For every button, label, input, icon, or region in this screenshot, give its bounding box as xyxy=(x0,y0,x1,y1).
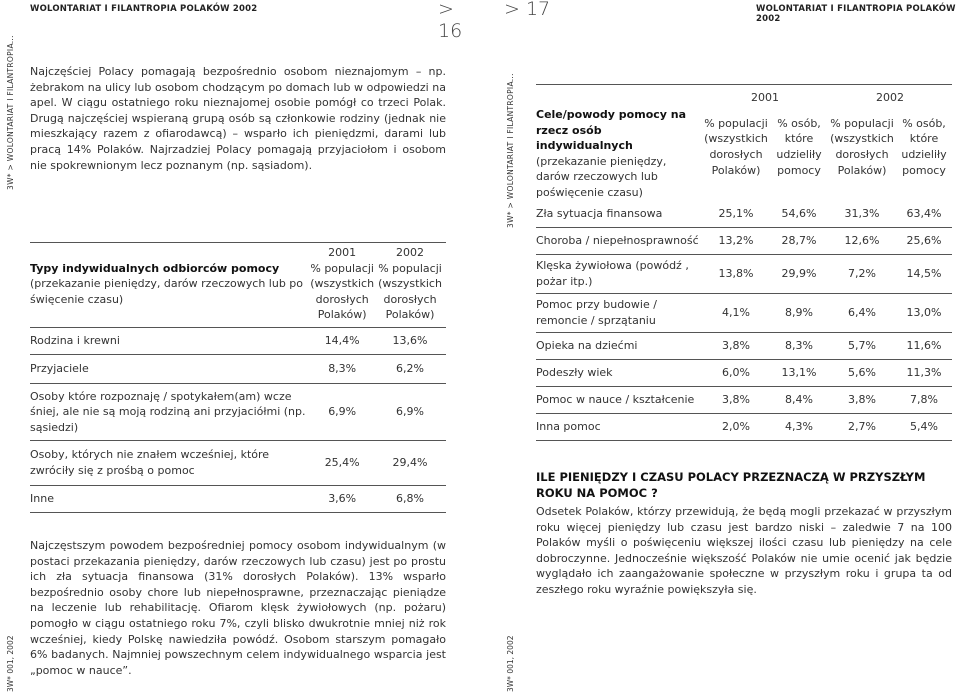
column-header-2002: 2002 % populacji (wszystkich dorosłych Polaków) xyxy=(374,243,446,328)
table-row xyxy=(536,201,952,228)
value-2002-population: 3,8% xyxy=(828,386,896,413)
footer-label: 3W* 001, 2002 xyxy=(6,635,15,692)
value-2001: 6,9% xyxy=(310,383,374,440)
section-heading: ILE PIENIĘDZY I CZASU POLACY PRZEZNACZĄ W PRZYSZŁYM ROKU NA POMOC ? xyxy=(536,470,926,500)
row-label: Zła sytuacja finansowa xyxy=(536,206,663,220)
side-label: 3W* > WOLONTARIAT I FILANTROPIA... xyxy=(506,73,515,228)
value-2001-population: 13,8% xyxy=(702,254,770,293)
value-2002-givers: 11,6% xyxy=(896,332,952,359)
table-row xyxy=(30,440,446,485)
value-2002-givers: 25,6% xyxy=(896,227,952,254)
value-2001-population: 25,1% xyxy=(718,206,754,220)
table-row xyxy=(536,413,952,440)
value-2002-population: 2,7% xyxy=(828,413,896,440)
value-2002-givers: 13,0% xyxy=(896,293,952,332)
table-row xyxy=(30,354,446,383)
row-label: Klęska żywiołowa (powódź , pożar itp.) xyxy=(536,254,702,293)
value-2001: 3,6% xyxy=(310,485,374,512)
value-2002-givers: 63,4% xyxy=(906,206,942,220)
table-row xyxy=(536,359,952,386)
value-2002: 6,8% xyxy=(374,485,446,512)
value-2002-population: 5,7% xyxy=(828,332,896,359)
value-2001-givers: 4,3% xyxy=(770,413,828,440)
table-title: Typy indywidualnych odbiorców pomocy xyxy=(30,261,280,275)
table-header-cell xyxy=(536,85,702,201)
value-2002-givers: 11,3% xyxy=(896,359,952,386)
column-header-population-2001: % populacji (wszystkich dorosłych Polaków) xyxy=(704,116,768,177)
value-2001-givers: 8,9% xyxy=(770,293,828,332)
row-label: Przyjaciele xyxy=(30,354,310,383)
column-header-2001: 2001 % populacji (wszystkich dorosłych Polaków) xyxy=(310,243,374,328)
running-header: WOLONTARIAT I FILANTROPIA POLAKÓW 2002 xyxy=(756,4,956,24)
year-header-2001: 2001 xyxy=(702,85,828,110)
page-number: > 17 xyxy=(504,0,551,20)
table-row xyxy=(536,386,952,413)
row-label: Pomoc w nauce / kształcenie xyxy=(536,386,702,413)
row-label: Podeszły wiek xyxy=(536,359,702,386)
outro-paragraph: Najczęstszym powodem bezpośredniej pomocy osobom indywidualnym (w postaci przekazania pieniędzy, darów rzeczowych lub czasu) jest po prostu ich zła sytuacja finansowa (31% dorosłych Polaków). 13% wsparło bezpośrednio osoby chore lub niepełnosprawne, przeznaczając pieniądze na leczenie lub rehabilitację. Ofiarom klęsk żywiołowych (np. pożaru) pomogło w ciągu ostatniego roku 7%, czyli blisko dwukrotnie mniej niż rok wcześniej, kiedy Polskę nawiedziła powódź. Osobom starszym pomagało 6% badanych. Najmniej powszechnym celem indywidualnego wsparcia jest „pomoc w nauce”. xyxy=(30,539,446,677)
value-2001-population: 3,8% xyxy=(702,386,770,413)
value-2001-population: 2,0% xyxy=(702,413,770,440)
table-subtitle: (przekazanie pieniędzy, darów rzeczowych lub poświęcenie czasu) xyxy=(536,154,667,199)
table-row xyxy=(536,227,952,254)
value-2001-population: 6,0% xyxy=(702,359,770,386)
row-label: Opieka na dziećmi xyxy=(536,332,702,359)
value-2002-population: 12,6% xyxy=(828,227,896,254)
running-header: WOLONTARIAT I FILANTROPIA POLAKÓW 2002 xyxy=(30,4,258,14)
row-label: Osoby, których nie znałem wcześniej, które zwróciły się z prośbą o pomoc xyxy=(30,440,310,485)
column-header-givers-2002: % osób, które udzieliły pomocy xyxy=(901,116,947,177)
value-2002: 6,2% xyxy=(374,354,446,383)
section-paragraph: Odsetek Polaków, którzy przewidują, że będą mogli przekazać w przyszłym roku więcej pieniędzy lub czasu jest bardzo niski – zaledwie 7 na 100 Polaków myśli o poświęceniu większej ilości czasu lub pieniędzy na cele dobroczynne. Jednocześnie większość Polaków nie umie ocenić jak będzie wyglądało ich zaangażowanie społeczne w przyszłym roku i grupa ta od zeszłego roku wyraźnie powiększyła się. xyxy=(536,505,952,596)
table-row xyxy=(30,383,446,440)
value-2001-population: 4,1% xyxy=(702,293,770,332)
value-2002-population: 31,3% xyxy=(844,206,880,220)
value-2001-givers: 54,6% xyxy=(781,206,817,220)
column-header-givers-2001: % osób, które udzieliły pomocy xyxy=(776,116,822,177)
value-2002-givers: 5,4% xyxy=(896,413,952,440)
value-2001: 14,4% xyxy=(310,327,374,354)
value-2001-population: 13,2% xyxy=(702,227,770,254)
recipients-table xyxy=(30,242,446,513)
value-2002-population: 6,4% xyxy=(828,293,896,332)
value-2001-givers: 29,9% xyxy=(770,254,828,293)
row-label: Rodzina i krewni xyxy=(30,327,310,354)
value-2002-population: 5,6% xyxy=(828,359,896,386)
value-2001: 25,4% xyxy=(310,440,374,485)
value-2002-givers: 7,8% xyxy=(896,386,952,413)
table-header-cell xyxy=(30,243,310,328)
table-row xyxy=(536,254,952,293)
table-row xyxy=(536,332,952,359)
value-2001: 8,3% xyxy=(310,354,374,383)
row-label: Inne xyxy=(30,485,310,512)
year-header-2002: 2002 xyxy=(828,85,952,110)
table-row xyxy=(536,293,952,332)
footer-label: 3W* 001, 2002 xyxy=(506,635,515,692)
value-2001-givers: 13,1% xyxy=(770,359,828,386)
value-2002: 6,9% xyxy=(374,383,446,440)
value-2001-population: 3,8% xyxy=(702,332,770,359)
table-row xyxy=(30,485,446,512)
reasons-table xyxy=(536,84,952,441)
value-2002: 29,4% xyxy=(374,440,446,485)
table-subtitle: (przekazanie pieniędzy, darów rzeczowych lub po święcenie czasu) xyxy=(30,277,304,306)
row-label: Osoby które rozpoznaję / spotykałem(am) wcze śniej, ale nie są moją rodziną ani przyjaciółmi (np. sąsiedzi) xyxy=(30,383,310,440)
row-label: Inna pomoc xyxy=(536,413,702,440)
value-2001-givers: 28,7% xyxy=(770,227,828,254)
right-page xyxy=(480,0,960,696)
row-label: Pomoc przy budowie / remoncie / sprzątaniu xyxy=(536,293,702,332)
value-2001-givers: 8,3% xyxy=(770,332,828,359)
side-label: 3W* > WOLONTARIAT I FILANTROPIA... xyxy=(6,35,15,190)
intro-paragraph: Najczęściej Polacy pomagają bezpośrednio osobom nieznajomym – np. żebrakom na ulicy lub osobom chodzącym po domach lub w odpowiedzi na apel. W ciągu ostatniego roku nieznajomej osobie pomógł co trzeci Polak. Drugą najczęściej wspieraną grupą osób są członkowie rodziny (jednak nie mieszkający razem z ofiarodawcą) – wsparło ich pieniędzmi, darami lub pracą 14% Polaków. Najrzadziej Polacy pomagają przyjaciołom i osobom nie spokrewnionym lecz poznanym (np. sąsiadom). xyxy=(30,65,446,172)
value-2002-givers: 14,5% xyxy=(896,254,952,293)
page-number: > 16 xyxy=(438,0,463,42)
value-2002-population: 7,2% xyxy=(828,254,896,293)
table-title: Cele/powody pomocy na rzecz osób indywidualnych xyxy=(536,108,687,153)
table-row xyxy=(30,327,446,354)
value-2001-givers: 8,4% xyxy=(770,386,828,413)
value-2002: 13,6% xyxy=(374,327,446,354)
row-label: Choroba / niepełnosprawność xyxy=(536,227,702,254)
column-header-population-2002: % populacji (wszystkich dorosłych Polaków) xyxy=(830,116,894,177)
